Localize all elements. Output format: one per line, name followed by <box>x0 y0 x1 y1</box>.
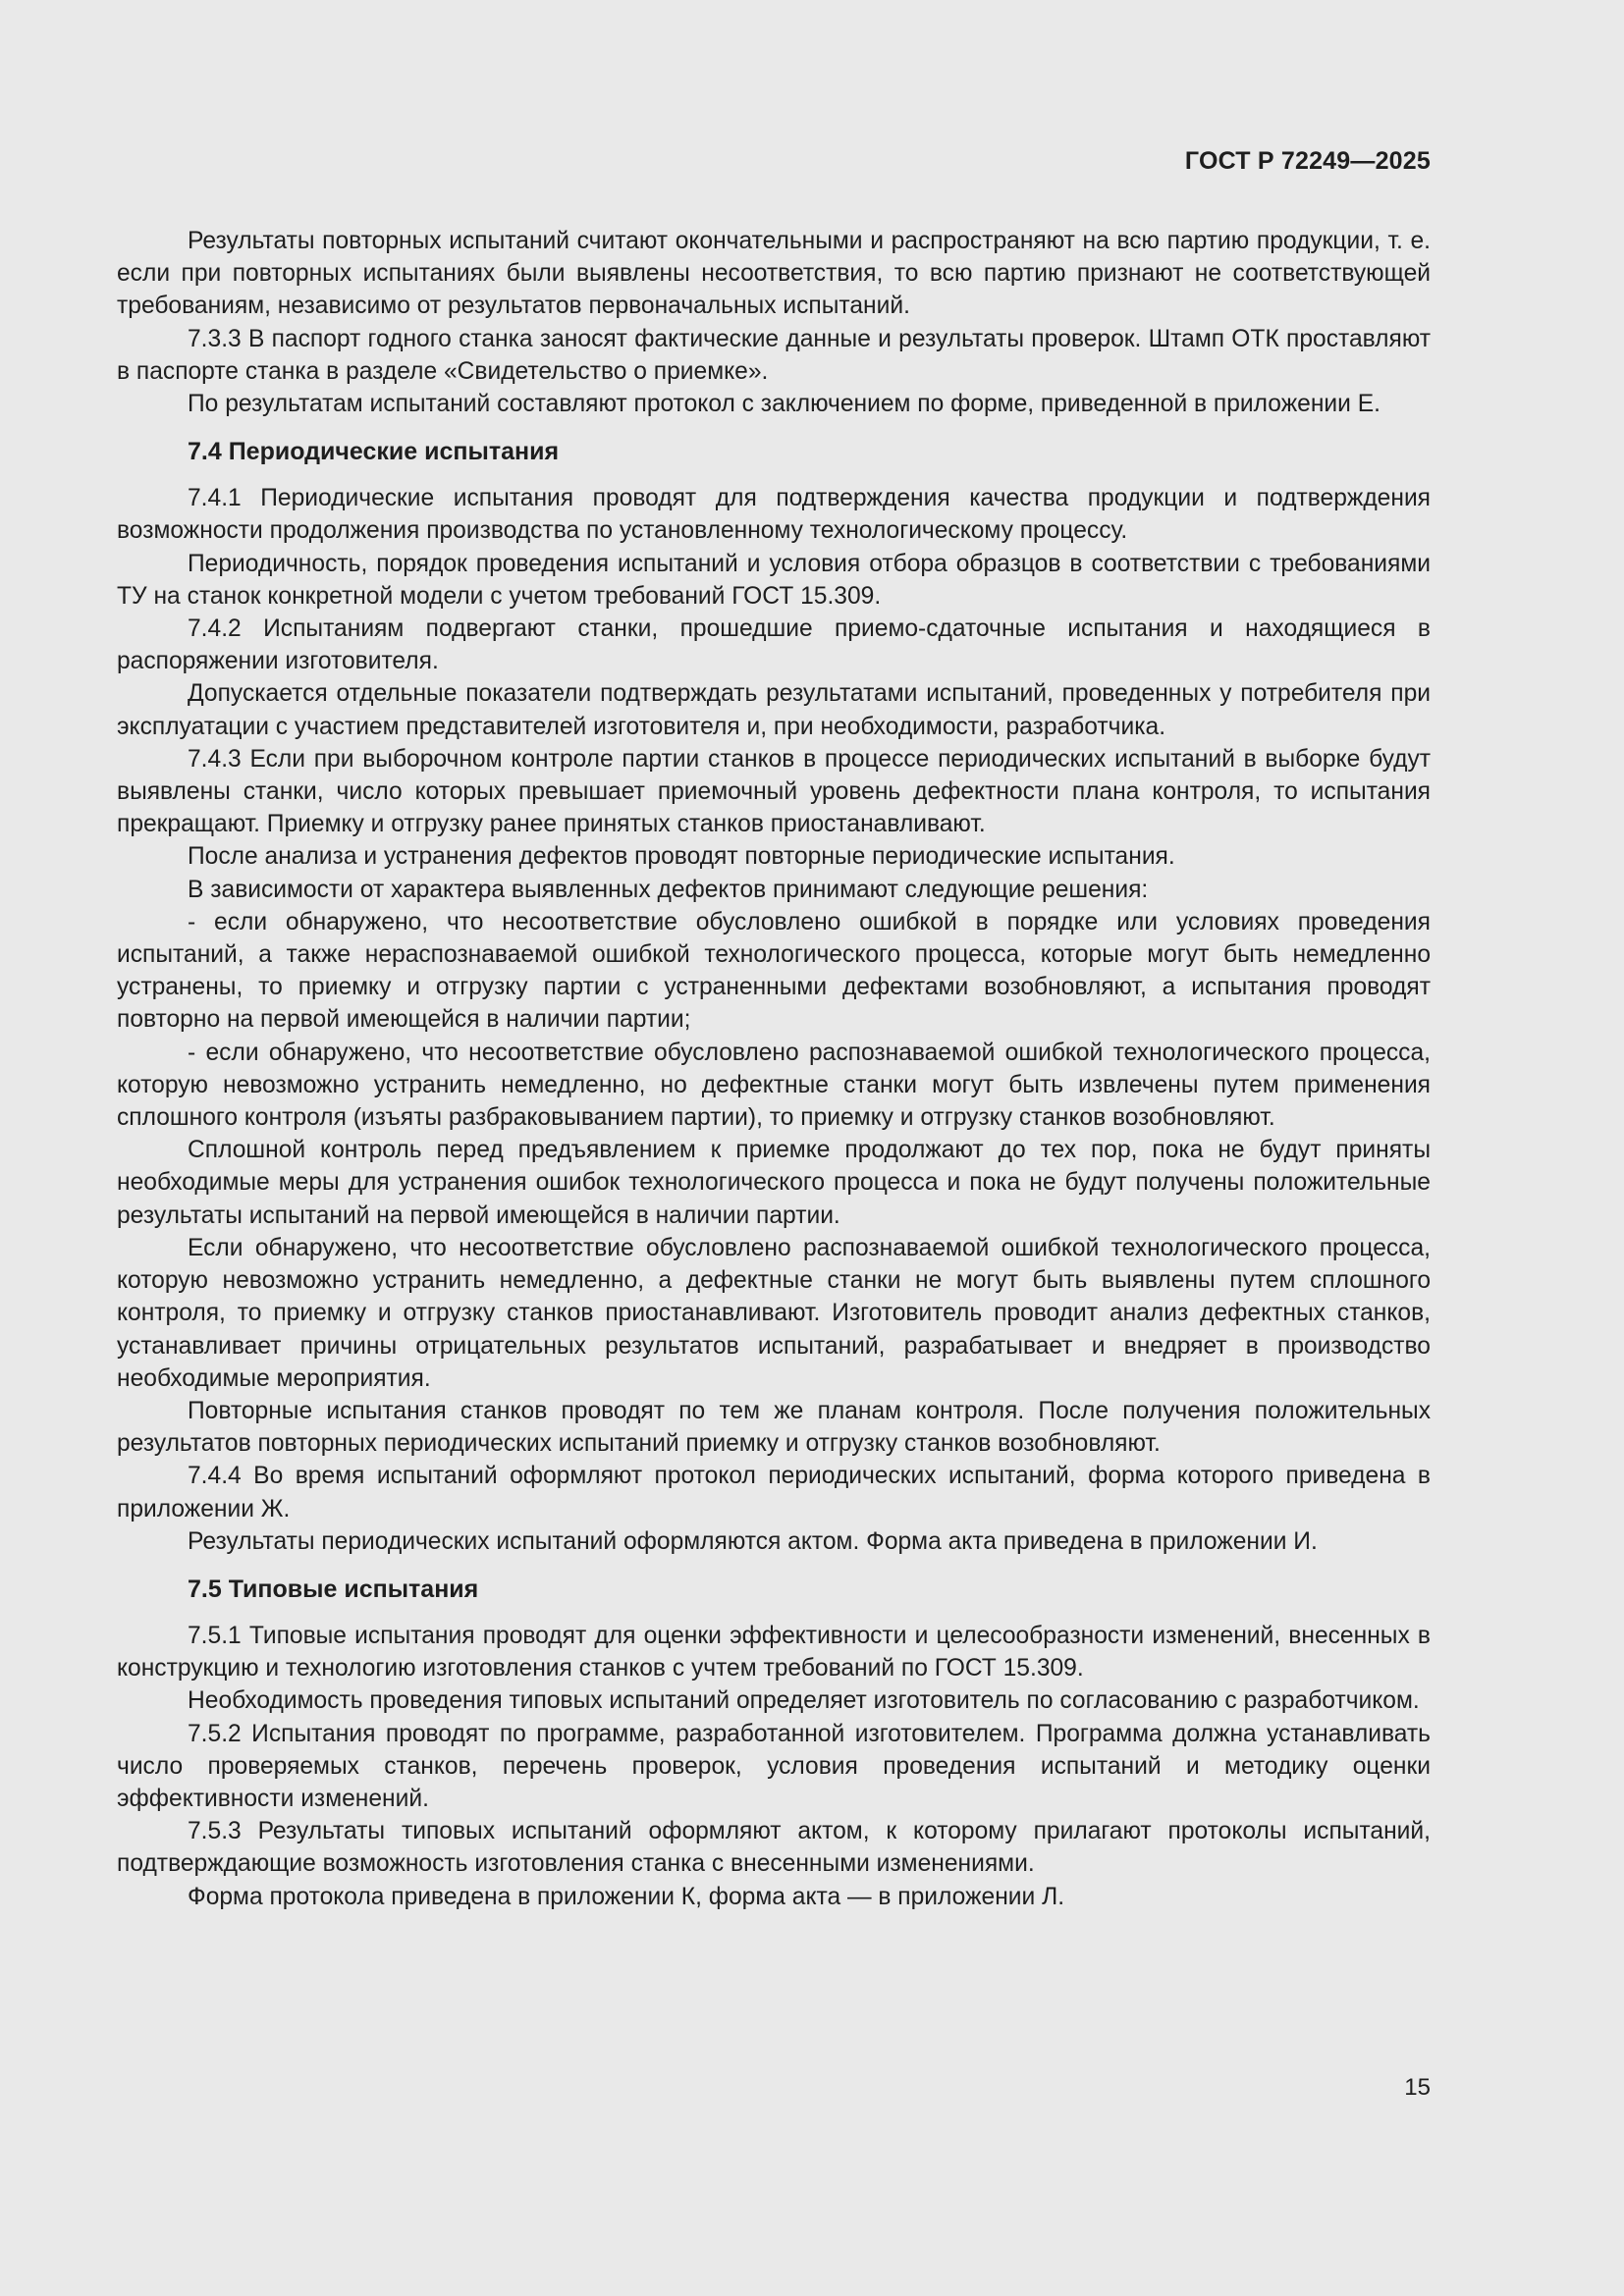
paragraph: Сплошной контроль перед предъявлением к приемке продолжают до тех пор, пока не будут приняты необходимые меры для устранения ошибок технологического процесса и пока не будут получены положительные результаты испытаний на первой имеющейся в наличии партии. <box>117 1137 1431 1229</box>
list-item: - если обнаружено, что несоответствие обусловлено распознаваемой ошибкой технологического процесса, которую невозможно устранить немедленно, но дефектные станки могут быть извлечены путем применения сплошного контроля (изъяты разбраковыванием партии), то приемку и отгрузку станков возобновляют. <box>117 1039 1431 1132</box>
paragraph: По результатам испытаний составляют протокол с заключением по форме, приведенной в приложении Е. <box>188 391 1380 418</box>
paragraph: 7.3.3 В паспорт годного станка заносят фактические данные и результаты проверок. Штамп ОТК проставляют в паспорте станка в разделе «Свидетельство о приемке». <box>117 325 1431 385</box>
paragraph: Допускается отдельные показатели подтверждать результатами испытаний, проведенных у потребителя при эксплуатации с участием представителей изготовителя и, при необходимости, разработчика. <box>117 680 1431 740</box>
paragraph: Если обнаружено, что несоответствие обусловлено распознаваемой ошибкой технологического процесса, которую невозможно устранить немедленно, а дефектные станки не могут быть выявлены путем сплошного контроля, то приемку и отгрузку станков приостанавливают. Изготовитель проводит анализ дефектных станков, устанавливает причины отрицательных результатов испытаний, разрабатывает и внедряет в производство необходимые мероприятия. <box>117 1234 1431 1392</box>
paragraph: 7.4.4 Во время испытаний оформляют протокол периодических испытаний, форма которого приведена в приложении Ж. <box>117 1463 1431 1522</box>
list-item: - если обнаружено, что несоответствие обусловлено ошибкой в порядке или условиях проведения испытаний, а также нераспознаваемой ошибкой технологического процесса, которые могут быть немедленно устранены, то приемку и отгрузку партии с устраненными дефектами возобновляют, а испытания проводят повторно на первой имеющейся в наличии партии; <box>117 908 1431 1034</box>
page-number: 15 <box>1404 2074 1431 2101</box>
paragraph: 7.4.2 Испытаниям подвергают станки, прошедшие приемо-сдаточные испытания и находящиеся в распоряжении изготовителя. <box>117 615 1431 675</box>
paragraph: После анализа и устранения дефектов проводят повторные периодические испытания. <box>188 843 1175 871</box>
paragraph: 7.5.1 Типовые испытания проводят для оценки эффективности и целесообразности изменений, внесенных в конструкцию и технологию изготовления станков с учтем требований по ГОСТ 15.309. <box>117 1622 1431 1682</box>
paragraph: Результаты периодических испытаний оформляются актом. Форма акта приведена в приложении И. <box>188 1527 1318 1555</box>
paragraph: 7.4.3 Если при выборочном контроле партии станков в процессе периодических испытаний в выборке будут выявлены станки, число которых превышает приемочный уровень дефектности плана контроля, то испытания прекращают. Приемку и отгрузку ранее принятых станков приостанавливают. <box>117 745 1431 838</box>
paragraph: 7.4.1 Периодические испытания проводят для подтверждения качества продукции и подтверждения возможности продолжения производства по установленному технологическому процессу. <box>117 485 1431 545</box>
document-id-header: ГОСТ Р 72249—2025 <box>1184 147 1431 175</box>
paragraph: Необходимость проведения типовых испытаний определяет изготовитель по согласованию с разработчиком. <box>188 1687 1420 1715</box>
paragraph: 7.5.2 Испытания проводят по программе, разработанной изготовителем. Программа должна устанавливать число проверяемых станков, перечень проверок, условия проведения испытаний и методику оценки эффективности изменений. <box>117 1720 1431 1812</box>
paragraph: Форма протокола приведена в приложении К, форма акта — в приложении Л. <box>188 1883 1065 1910</box>
document-body <box>117 225 1431 1913</box>
paragraph: Периодичность, порядок проведения испытаний и условия отбора образцов в соответствии с требованиями ТУ на станок конкретной модели с учетом требований ГОСТ 15.309. <box>117 550 1431 610</box>
section-heading-7-5: 7.5 Типовые испытания <box>188 1575 479 1603</box>
paragraph: Повторные испытания станков проводят по тем же планам контроля. После получения положительных результатов повторных периодических испытаний приемку и отгрузку станков возобновляют. <box>117 1397 1431 1458</box>
paragraph: В зависимости от характера выявленных дефектов принимают следующие решения: <box>188 876 1149 903</box>
section-heading-7-4: 7.4 Периодические испытания <box>188 438 560 466</box>
paragraph: 7.5.3 Результаты типовых испытаний оформляют актом, к которому прилагают протоколы испытаний, подтверждающие возможность изготовления станка с внесенными изменениями. <box>117 1818 1431 1878</box>
paragraph: Результаты повторных испытаний считают окончательными и распространяют на всю партию продукции, т. е. если при повторных испытаниях были выявлены несоответствия, то всю партию признают не соответствующей требованиям, независимо от результатов первоначальных испытаний. <box>117 228 1431 320</box>
